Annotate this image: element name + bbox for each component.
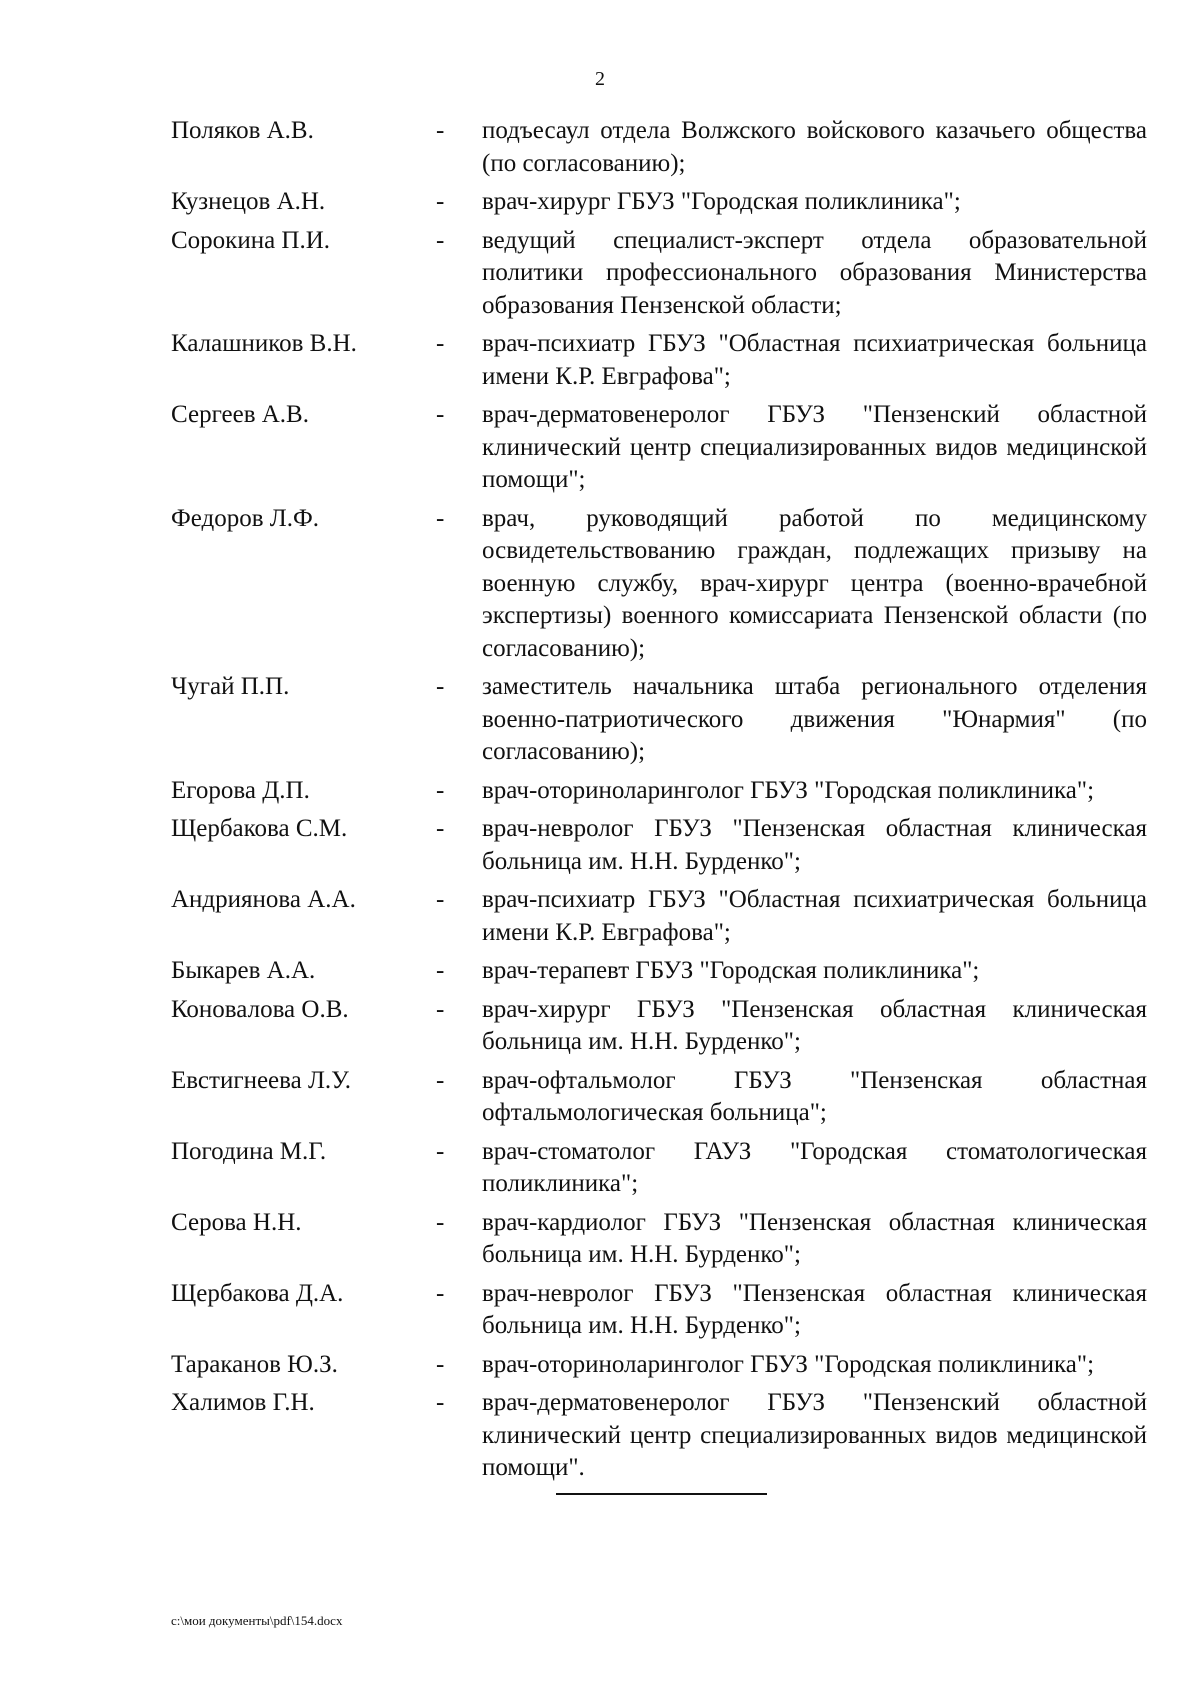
member-role: врач-хирург ГБУЗ "Городская поликлиника"; bbox=[482, 188, 961, 215]
member-dash: - bbox=[436, 1389, 445, 1416]
member-name: Поляков А.В. bbox=[171, 117, 314, 144]
member-name: Щербакова Д.А. bbox=[171, 1279, 344, 1307]
member-row bbox=[171, 328, 1147, 393]
member-name: Сергеев А.В. bbox=[171, 401, 309, 428]
member-role: врач-терапевт ГБУЗ "Городская поликлиника"; bbox=[482, 957, 980, 984]
member-dash: - bbox=[436, 226, 445, 254]
member-name: Евстигнеева Л.У. bbox=[171, 1066, 352, 1094]
member-role: врач-оториноларинголог ГБУЗ "Городская поликлиника"; bbox=[482, 776, 1095, 804]
member-role: заместитель начальника штаба регионального отделения военно-патриотического движения "Юнармия" (по согласованию); bbox=[482, 673, 1147, 765]
member-row bbox=[171, 1207, 1147, 1272]
member-row bbox=[171, 503, 1147, 666]
member-row bbox=[171, 775, 1147, 808]
member-role: врач-стоматолог ГАУЗ "Городская стоматологическая поликлиника"; bbox=[482, 1137, 1147, 1197]
member-row bbox=[171, 994, 1147, 1059]
member-name: Серова Н.Н. bbox=[171, 1208, 302, 1236]
member-role: врач-невролог ГБУЗ "Пензенская областная клиническая больница им. Н.Н. Бурденко"; bbox=[482, 815, 1147, 875]
member-name: Сорокина П.И. bbox=[171, 226, 331, 254]
member-row bbox=[171, 1136, 1147, 1201]
member-row bbox=[171, 1349, 1147, 1382]
member-dash: - bbox=[436, 117, 445, 144]
member-dash: - bbox=[436, 957, 445, 984]
member-row bbox=[171, 225, 1147, 323]
end-divider-line bbox=[556, 1493, 767, 1495]
member-role: врач-дерматовенеролог ГБУЗ "Пензенский областной клинический центр специализированных видов медицинской помощи"; bbox=[482, 401, 1147, 493]
member-name: Кузнецов А.Н. bbox=[171, 188, 326, 215]
member-role: подъесаул отдела Волжского войскового казачьего общества (по согласованию); bbox=[482, 117, 1147, 177]
member-dash: - bbox=[436, 330, 445, 357]
member-name: Погодина М.Г. bbox=[171, 1137, 327, 1165]
member-role: врач-хирург ГБУЗ "Пензенская областная клиническая больница им. Н.Н. Бурденко"; bbox=[482, 995, 1147, 1055]
member-row bbox=[171, 813, 1147, 878]
member-name: Андриянова А.А. bbox=[171, 886, 356, 913]
member-row bbox=[171, 1387, 1147, 1485]
member-name: Халимов Г.Н. bbox=[171, 1389, 315, 1416]
member-dash: - bbox=[436, 1279, 445, 1307]
member-role: врач-дерматовенеролог ГБУЗ "Пензенский областной клинический центр специализированных видов медицинской помощи". bbox=[482, 1389, 1147, 1481]
member-role: врач-психиатр ГБУЗ "Областная психиатрическая больница имени К.Р. Евграфова"; bbox=[482, 886, 1147, 946]
member-dash: - bbox=[436, 188, 445, 215]
footer-file-path: c:\мои документы\pdf\154.docx bbox=[171, 1613, 343, 1628]
member-role: врач-оториноларинголог ГБУЗ "Городская поликлиника"; bbox=[482, 1350, 1095, 1378]
member-role: ведущий специалист-эксперт отдела образовательной политики профессионального образования Министерства образования Пензенской области; bbox=[482, 226, 1147, 319]
member-row bbox=[171, 884, 1147, 949]
member-dash: - bbox=[436, 1137, 445, 1165]
member-dash: - bbox=[436, 815, 445, 842]
member-name: Щербакова С.М. bbox=[171, 815, 348, 842]
member-list bbox=[171, 115, 1147, 1491]
member-role: врач-кардиолог ГБУЗ "Пензенская областная клиническая больница им. Н.Н. Бурденко"; bbox=[482, 1208, 1147, 1268]
member-dash: - bbox=[436, 1350, 445, 1378]
member-dash: - bbox=[436, 401, 445, 428]
member-name: Тараканов Ю.З. bbox=[171, 1350, 338, 1378]
member-name: Чугай П.П. bbox=[171, 673, 290, 700]
member-name: Быкарев А.А. bbox=[171, 957, 316, 984]
member-row bbox=[171, 1278, 1147, 1343]
member-dash: - bbox=[436, 886, 445, 913]
member-dash: - bbox=[436, 1066, 445, 1094]
member-row bbox=[171, 955, 1147, 988]
member-name: Егорова Д.П. bbox=[171, 776, 310, 804]
member-row bbox=[171, 399, 1147, 497]
member-role: врач-невролог ГБУЗ "Пензенская областная клиническая больница им. Н.Н. Бурденко"; bbox=[482, 1279, 1147, 1339]
member-dash: - bbox=[436, 1208, 445, 1236]
member-name: Калашников В.Н. bbox=[171, 330, 357, 357]
member-row bbox=[171, 671, 1147, 769]
member-name: Коновалова О.В. bbox=[171, 995, 349, 1023]
member-role: врач-психиатр ГБУЗ "Областная психиатрическая больница имени К.Р. Евграфова"; bbox=[482, 330, 1147, 390]
member-dash: - bbox=[436, 504, 445, 532]
member-dash: - bbox=[436, 673, 445, 700]
member-dash: - bbox=[436, 776, 445, 804]
member-row bbox=[171, 1065, 1147, 1130]
member-dash: - bbox=[436, 995, 445, 1023]
member-role: врач, руководящий работой по медицинскому освидетельствованию граждан, подлежащих призыву на военную службу, врач-хирург центра (военно-врачебной экспертизы) военного комиссариата Пензенской области (по согласованию); bbox=[482, 504, 1147, 662]
member-row bbox=[171, 186, 1147, 219]
member-name: Федоров Л.Ф. bbox=[171, 504, 319, 532]
member-role: врач-офтальмолог ГБУЗ "Пензенская областная офтальмологическая больница"; bbox=[482, 1066, 1147, 1126]
page-number: 2 bbox=[595, 68, 605, 90]
member-row bbox=[171, 115, 1147, 180]
